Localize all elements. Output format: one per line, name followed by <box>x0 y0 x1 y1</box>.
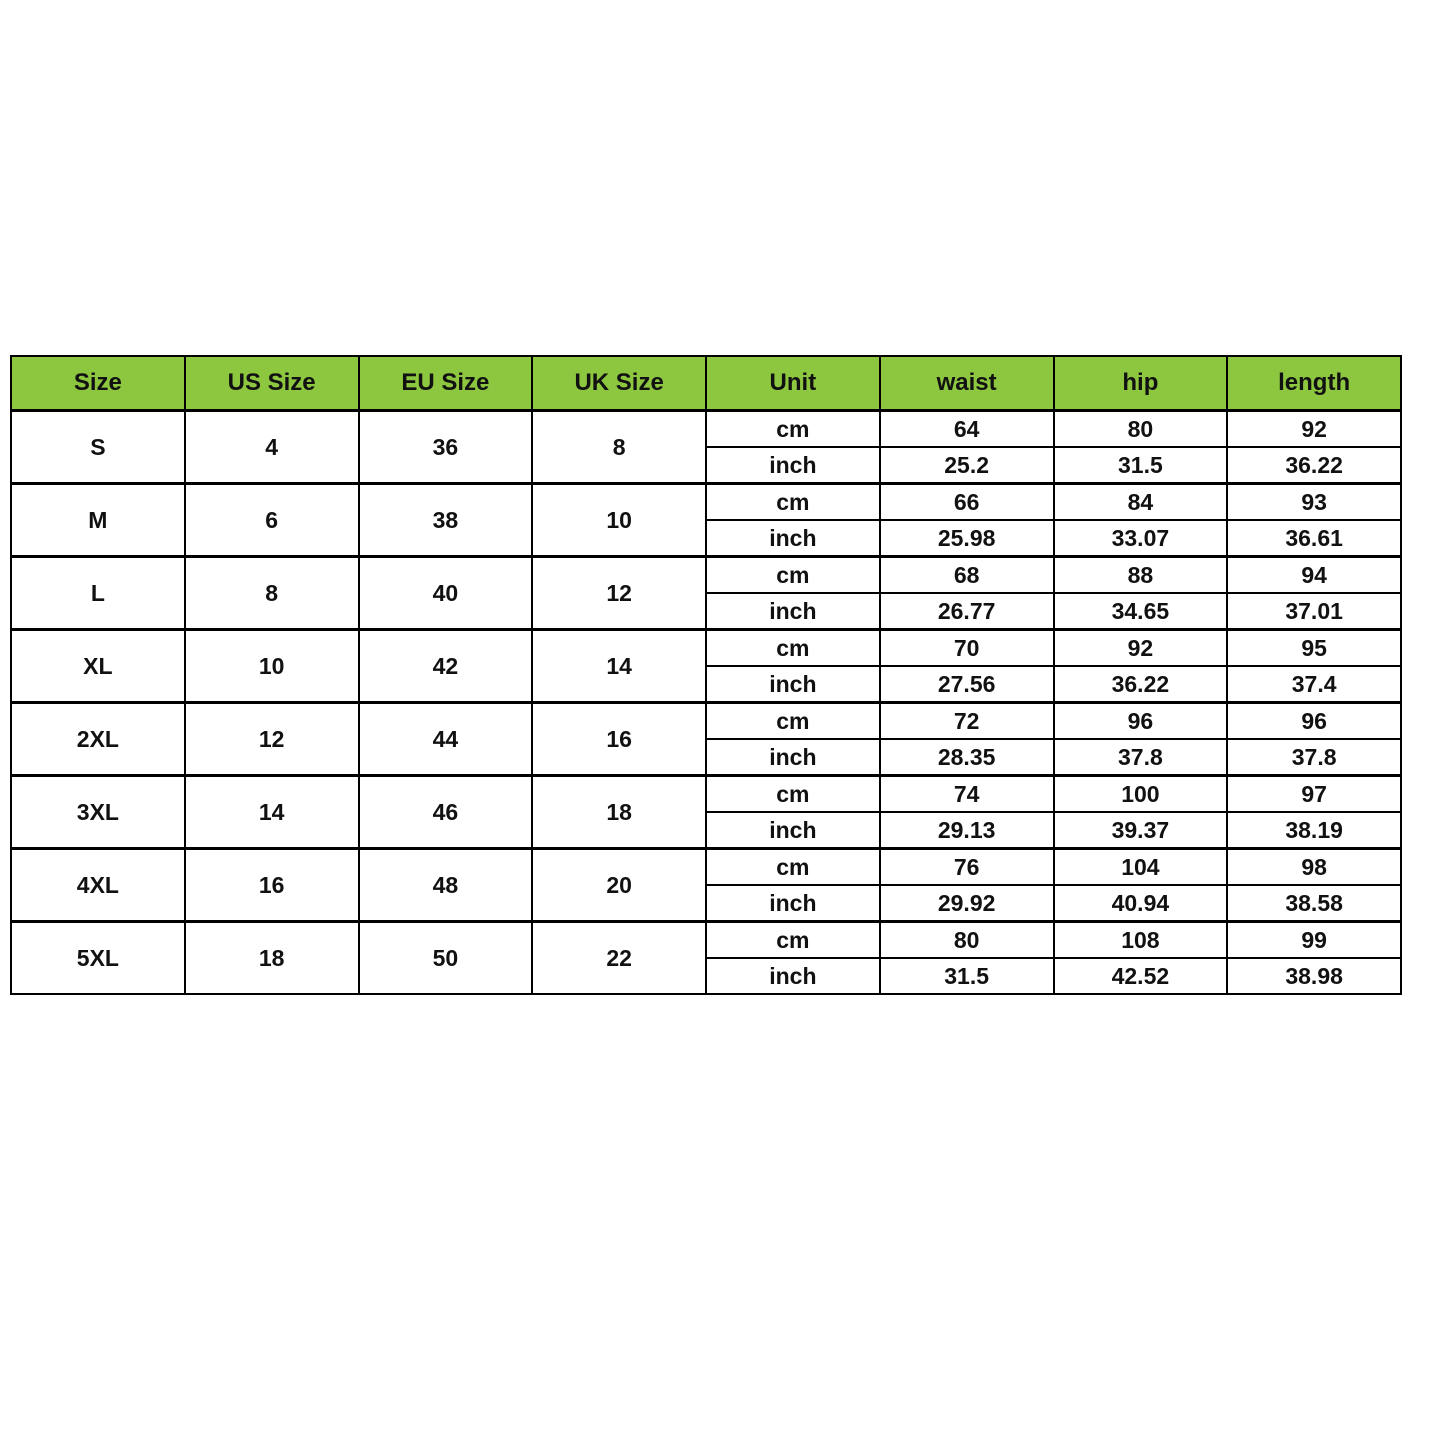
waist-cell: 29.92 <box>880 885 1054 922</box>
size-row-s-cm <box>11 411 1401 448</box>
hip-cell: 34.65 <box>1054 593 1228 630</box>
header-row <box>11 356 1401 411</box>
size-cell: 2XL <box>11 703 185 776</box>
column-header-waist: waist <box>880 356 1054 411</box>
size-row-xl-cm <box>11 630 1401 667</box>
waist-cell: 72 <box>880 703 1054 740</box>
unit-cell: cm <box>706 557 880 594</box>
column-header-unit: Unit <box>706 356 880 411</box>
hip-cell: 100 <box>1054 776 1228 813</box>
column-header-eu-size: EU Size <box>359 356 533 411</box>
waist-cell: 70 <box>880 630 1054 667</box>
length-cell: 96 <box>1227 703 1401 740</box>
hip-cell: 40.94 <box>1054 885 1228 922</box>
size-chart <box>10 355 1402 995</box>
eu-size-cell: 38 <box>359 484 533 557</box>
size-cell: 3XL <box>11 776 185 849</box>
size-chart-body <box>11 411 1401 995</box>
hip-cell: 108 <box>1054 922 1228 959</box>
eu-size-cell: 42 <box>359 630 533 703</box>
length-cell: 97 <box>1227 776 1401 813</box>
hip-cell: 42.52 <box>1054 958 1228 994</box>
waist-cell: 68 <box>880 557 1054 594</box>
length-cell: 37.01 <box>1227 593 1401 630</box>
length-cell: 99 <box>1227 922 1401 959</box>
waist-cell: 25.98 <box>880 520 1054 557</box>
hip-cell: 88 <box>1054 557 1228 594</box>
hip-cell: 36.22 <box>1054 666 1228 703</box>
size-row-m-cm <box>11 484 1401 521</box>
waist-cell: 80 <box>880 922 1054 959</box>
waist-cell: 29.13 <box>880 812 1054 849</box>
unit-cell: cm <box>706 484 880 521</box>
length-cell: 95 <box>1227 630 1401 667</box>
size-cell: M <box>11 484 185 557</box>
size-cell: XL <box>11 630 185 703</box>
eu-size-cell: 44 <box>359 703 533 776</box>
uk-size-cell: 18 <box>532 776 706 849</box>
us-size-cell: 14 <box>185 776 359 849</box>
us-size-cell: 8 <box>185 557 359 630</box>
length-cell: 92 <box>1227 411 1401 448</box>
waist-cell: 27.56 <box>880 666 1054 703</box>
size-cell: L <box>11 557 185 630</box>
unit-cell: inch <box>706 958 880 994</box>
length-cell: 94 <box>1227 557 1401 594</box>
uk-size-cell: 16 <box>532 703 706 776</box>
us-size-cell: 4 <box>185 411 359 484</box>
hip-cell: 104 <box>1054 849 1228 886</box>
waist-cell: 66 <box>880 484 1054 521</box>
uk-size-cell: 8 <box>532 411 706 484</box>
eu-size-cell: 50 <box>359 922 533 995</box>
unit-cell: inch <box>706 885 880 922</box>
size-cell: S <box>11 411 185 484</box>
column-header-size: Size <box>11 356 185 411</box>
hip-cell: 31.5 <box>1054 447 1228 484</box>
length-cell: 36.22 <box>1227 447 1401 484</box>
size-chart-table <box>10 355 1402 995</box>
us-size-cell: 16 <box>185 849 359 922</box>
uk-size-cell: 22 <box>532 922 706 995</box>
unit-cell: inch <box>706 739 880 776</box>
length-cell: 37.8 <box>1227 739 1401 776</box>
unit-cell: inch <box>706 520 880 557</box>
eu-size-cell: 46 <box>359 776 533 849</box>
length-cell: 93 <box>1227 484 1401 521</box>
length-cell: 38.19 <box>1227 812 1401 849</box>
waist-cell: 26.77 <box>880 593 1054 630</box>
uk-size-cell: 10 <box>532 484 706 557</box>
size-row-5xl-cm <box>11 922 1401 959</box>
waist-cell: 76 <box>880 849 1054 886</box>
size-cell: 4XL <box>11 849 185 922</box>
unit-cell: cm <box>706 922 880 959</box>
hip-cell: 39.37 <box>1054 812 1228 849</box>
size-cell: 5XL <box>11 922 185 995</box>
hip-cell: 92 <box>1054 630 1228 667</box>
column-header-hip: hip <box>1054 356 1228 411</box>
length-cell: 38.98 <box>1227 958 1401 994</box>
hip-cell: 80 <box>1054 411 1228 448</box>
hip-cell: 33.07 <box>1054 520 1228 557</box>
unit-cell: inch <box>706 666 880 703</box>
size-row-l-cm <box>11 557 1401 594</box>
length-cell: 37.4 <box>1227 666 1401 703</box>
unit-cell: inch <box>706 593 880 630</box>
unit-cell: inch <box>706 812 880 849</box>
length-cell: 38.58 <box>1227 885 1401 922</box>
length-cell: 36.61 <box>1227 520 1401 557</box>
column-header-uk-size: UK Size <box>532 356 706 411</box>
waist-cell: 64 <box>880 411 1054 448</box>
us-size-cell: 6 <box>185 484 359 557</box>
unit-cell: cm <box>706 849 880 886</box>
waist-cell: 31.5 <box>880 958 1054 994</box>
length-cell: 98 <box>1227 849 1401 886</box>
unit-cell: inch <box>706 447 880 484</box>
uk-size-cell: 14 <box>532 630 706 703</box>
eu-size-cell: 48 <box>359 849 533 922</box>
us-size-cell: 12 <box>185 703 359 776</box>
waist-cell: 25.2 <box>880 447 1054 484</box>
uk-size-cell: 20 <box>532 849 706 922</box>
unit-cell: cm <box>706 776 880 813</box>
hip-cell: 96 <box>1054 703 1228 740</box>
column-header-length: length <box>1227 356 1401 411</box>
eu-size-cell: 40 <box>359 557 533 630</box>
column-header-us-size: US Size <box>185 356 359 411</box>
size-chart-header <box>11 356 1401 411</box>
waist-cell: 28.35 <box>880 739 1054 776</box>
hip-cell: 37.8 <box>1054 739 1228 776</box>
us-size-cell: 18 <box>185 922 359 995</box>
unit-cell: cm <box>706 703 880 740</box>
size-row-3xl-cm <box>11 776 1401 813</box>
unit-cell: cm <box>706 411 880 448</box>
uk-size-cell: 12 <box>532 557 706 630</box>
us-size-cell: 10 <box>185 630 359 703</box>
unit-cell: cm <box>706 630 880 667</box>
size-row-4xl-cm <box>11 849 1401 886</box>
hip-cell: 84 <box>1054 484 1228 521</box>
eu-size-cell: 36 <box>359 411 533 484</box>
size-row-2xl-cm <box>11 703 1401 740</box>
waist-cell: 74 <box>880 776 1054 813</box>
